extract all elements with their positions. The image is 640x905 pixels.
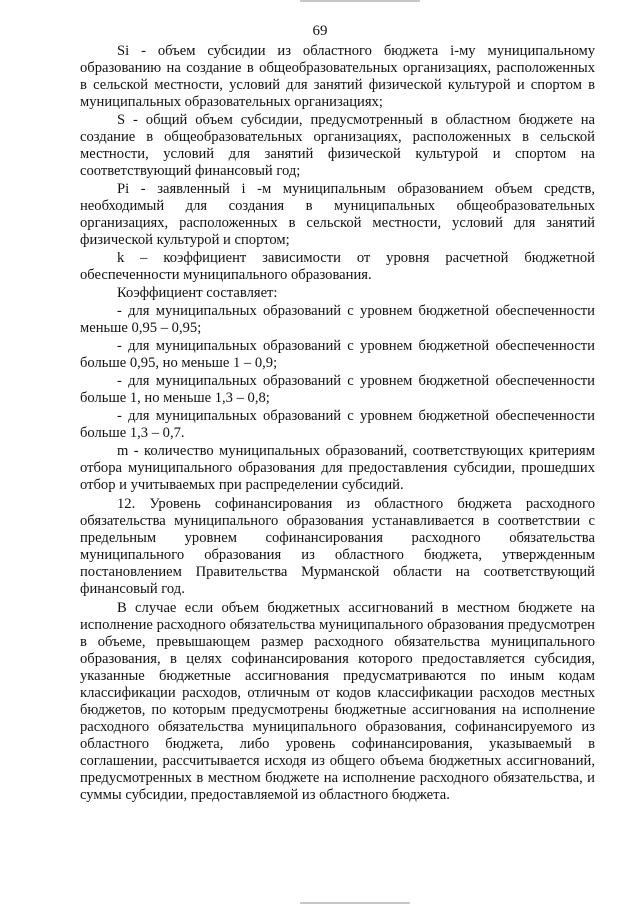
paragraph-budget-allocations: В случае если объем бюджетных ассигнований в местном бюджете на исполнение расходного обязательства муниципального образования предусмотрен в объеме, превышающем размер расходного обязательства муниципального образования, в целях софинансирования которого предоставляется субсидия, указанные бюджетные ассигнования предусматриваются по иным кодам классификации расходов, отличным от кодов классификации расходов местных бюджетов, по которым предусмотрены бюджетные ассигнования на исполнение расходного обязательства муниципального образования, софинансируемого из областного бюджета, либо уровень софинансирования, указываемый в соглашении, рассчитывается исходя из общего объема бюджетных ассигнований, предусмотренных в местном бюджете на исполнение расходного обязательства, и суммы субсидии, предоставляемой из областного бюджета.: [80, 600, 595, 803]
page-number: 69: [312, 23, 328, 39]
scan-artifact-top: [300, 0, 420, 2]
document-body: [80, 43, 595, 805]
paragraph-k-definition: k – коэффициент зависимости от уровня расчетной бюджетной обеспеченности муниципального образования.: [80, 250, 595, 283]
paragraph-si-definition: Si - объем субсидии из областного бюджета i-му муниципальному образованию на создание в общеобразовательных организациях, расположенных в сельской местности, условий для занятий физической культурой и спортом в муниципальных образовательных организациях;: [80, 43, 595, 110]
paragraph-s-definition: S - общий объем субсидии, предусмотренный в областном бюджете на создание в общеобразовательных организациях, расположенных в сельской местности, условий для занятий физической культурой и спортом на соответствующий финансовый год;: [80, 112, 595, 179]
list-item-coefficient-3: - для муниципальных образований с уровнем бюджетной обеспеченности больше 1, но меньше 1,3 – 0,8;: [80, 373, 595, 406]
list-item-coefficient-2: - для муниципальных образований с уровнем бюджетной обеспеченности больше 0,95, но меньше 1 – 0,9;: [80, 338, 595, 371]
list-item-coefficient-4: - для муниципальных образований с уровнем бюджетной обеспеченности больше 1,3 – 0,7.: [80, 408, 595, 441]
paragraph-m-definition: m - количество муниципальных образований, соответствующих критериям отбора муниципального образования для предоставления субсидии, прошедших отбор и учитываемых при распределении субсидий.: [80, 443, 595, 493]
list-item-coefficient-1: - для муниципальных образований с уровнем бюджетной обеспеченности меньше 0,95 – 0,95;: [80, 303, 595, 336]
scan-artifact-bottom: [300, 902, 410, 904]
paragraph-coefficient-intro: Коэффициент составляет:: [117, 285, 278, 301]
paragraph-section-12: 12. Уровень софинансирования из областного бюджета расходного обязательства муниципального образования устанавливается в соответствии с предельным уровнем софинансирования расходного обязательства муниципального образования из областного бюджета, утвержденным постановлением Правительства Мурманской области на соответствующий финансовый год.: [80, 496, 595, 597]
paragraph-pi-definition: Pi - заявленный i -м муниципальным образованием объем средств, необходимый для создания в муниципальных общеобразовательных организациях, расположенных в сельской местности, условий для занятий физической культурой и спортом;: [80, 181, 595, 248]
